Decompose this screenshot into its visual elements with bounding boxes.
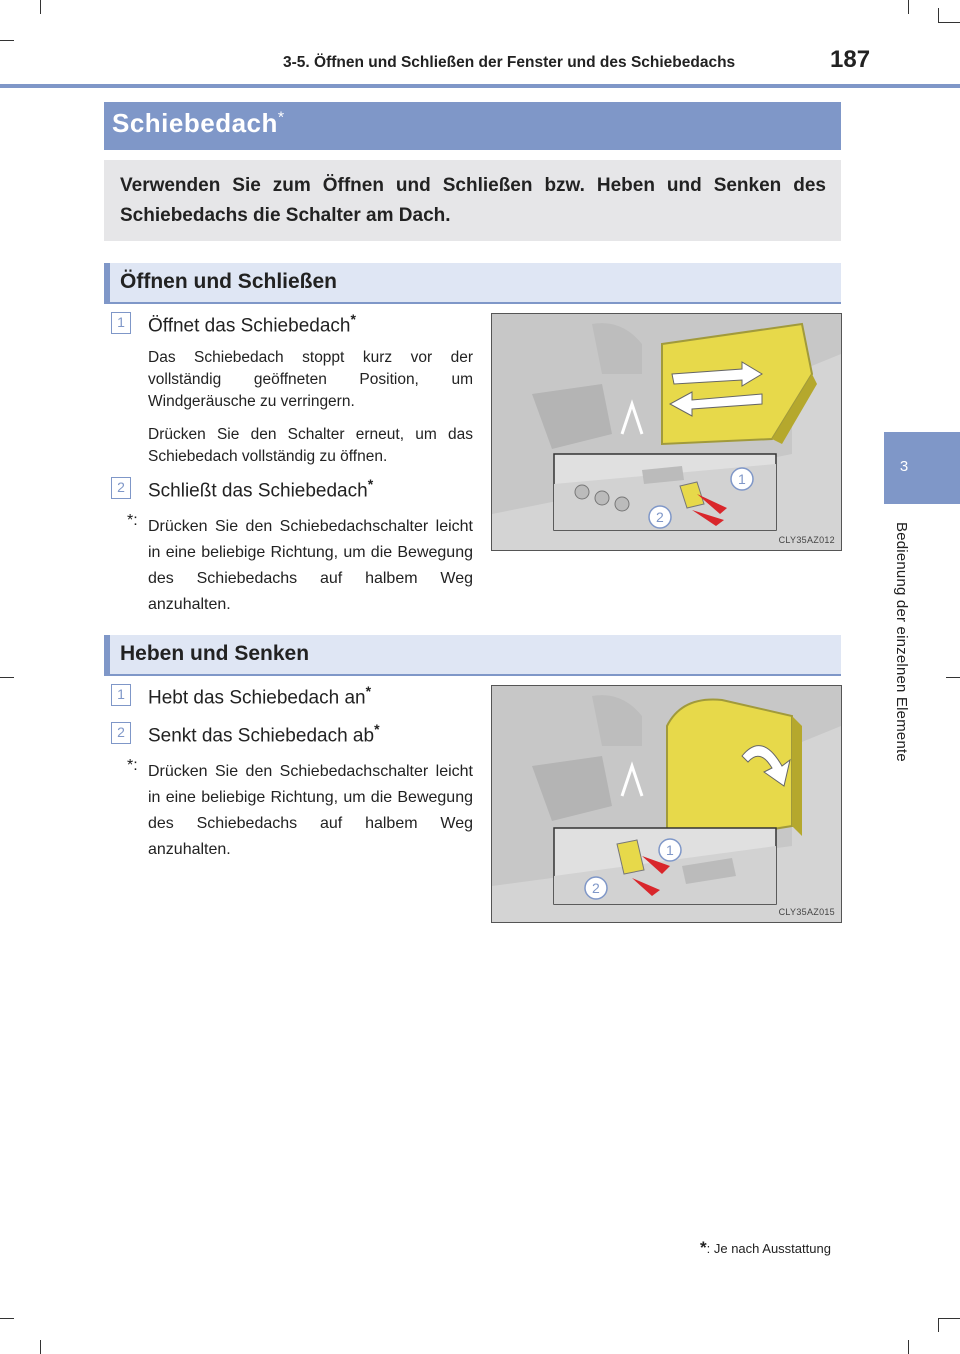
- chapter-tab-number: 3: [899, 458, 909, 475]
- item-number: 2: [111, 477, 131, 499]
- item-title-close: Schließt das Schiebedach*: [148, 476, 374, 502]
- note-mark: *:: [127, 757, 138, 774]
- callout-2: 2: [592, 880, 600, 896]
- crop-mark: [946, 677, 960, 678]
- crop-mark: [0, 40, 14, 41]
- sunroof-tilt-drawing: [492, 686, 841, 922]
- paragraph-open-stop: Das Schiebedach stoppt kurz vor der vollständig geöffneten Position, um Windgeräusche zu verringern.: [148, 349, 473, 410]
- intro-text: Verwenden Sie zum Öffnen und Schließen bzw. Heben und Senken des Schiebedachs die Schalter am Dach.: [120, 175, 826, 226]
- note-mark: *:: [127, 512, 138, 529]
- crop-mark: [40, 1340, 41, 1354]
- footnote: *: Je nach Ausstattung: [700, 1238, 831, 1257]
- paragraph-open-full: Drücken Sie den Schalter erneut, um das Schiebedach vollständig zu öffnen.: [148, 426, 473, 465]
- callout-1: 1: [738, 471, 746, 487]
- chapter-tab-label: Bedienung der einzelnen Elemente: [893, 522, 910, 762]
- illustration-sunroof-tilt: [491, 685, 842, 923]
- crop-mark: [0, 677, 14, 678]
- item-number: 2: [111, 722, 131, 744]
- crop-mark: [0, 1318, 14, 1319]
- crop-mark: [908, 0, 909, 14]
- image-code: CLY35AZ015: [778, 907, 835, 917]
- item-title-tilt-up: Hebt das Schiebedach an*: [148, 683, 372, 709]
- crop-mark: [938, 1318, 939, 1332]
- crop-mark: [908, 1340, 909, 1354]
- callout-1: 1: [666, 842, 674, 858]
- image-code: CLY35AZ012: [778, 535, 835, 545]
- page-number: 187: [830, 46, 871, 73]
- crop-mark: [938, 1318, 960, 1319]
- callout-2: 2: [656, 509, 664, 525]
- section-title: Schiebedach*: [112, 108, 285, 138]
- crop-mark: [938, 8, 939, 22]
- crop-mark: [938, 22, 960, 23]
- chapter-title: 3-5. Öffnen und Schließen der Fenster und des Schiebedachs: [283, 54, 736, 71]
- illustration-sunroof-slide: [491, 313, 842, 551]
- crop-mark: [40, 0, 41, 14]
- item-number: 1: [111, 684, 131, 706]
- sunroof-slide-drawing: [492, 314, 841, 550]
- subsection-title-open-close: Öffnen und Schließen: [120, 270, 338, 293]
- header-rule: [0, 84, 960, 88]
- section-title-mark: *: [277, 109, 285, 127]
- note-tilt: Drücken Sie den Schiebedachschalter leicht in eine beliebige Richtung, um die Bewegung des Schiebedachs auf halbem Weg anzuhalten.: [148, 763, 473, 858]
- item-title-tilt-down: Senkt das Schiebedach ab*: [148, 721, 380, 747]
- item-title-open: Öffnet das Schiebedach*: [148, 311, 356, 337]
- item-number: 1: [111, 312, 131, 334]
- note-open-close: Drücken Sie den Schiebedachschalter leicht in eine beliebige Richtung, um die Bewegung des Schiebedachs auf halbem Weg anzuhalten.: [148, 518, 473, 613]
- subsection-title-tilt: Heben und Senken: [120, 642, 310, 665]
